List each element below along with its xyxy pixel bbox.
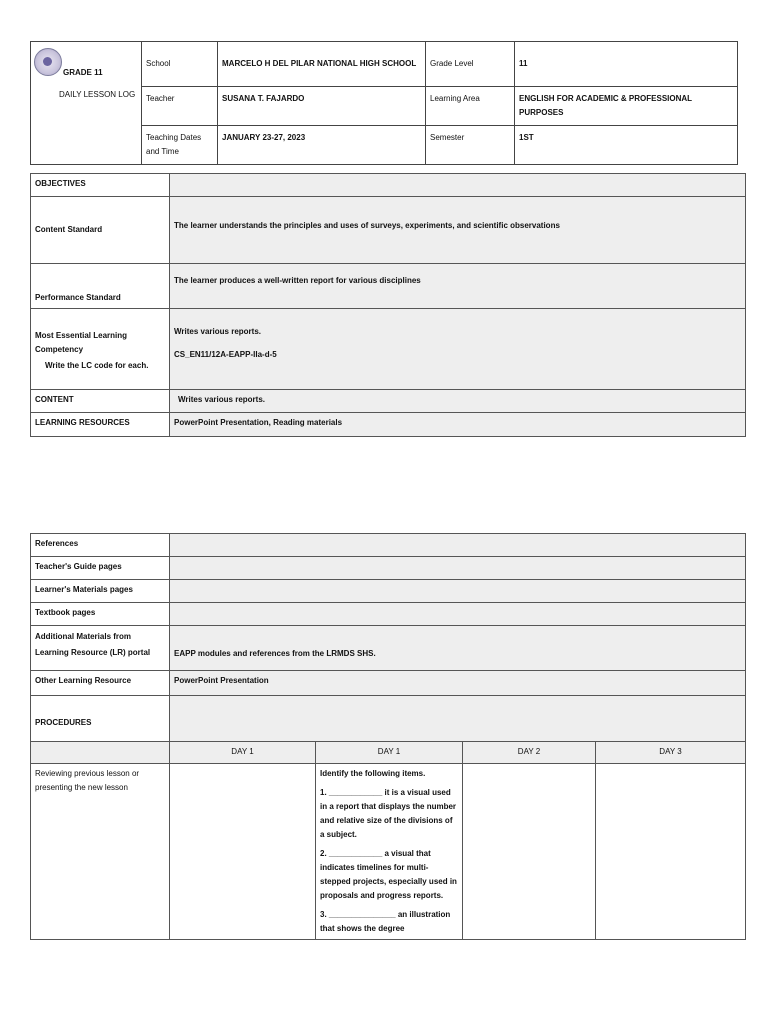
day-header-1: DAY 1	[170, 742, 316, 764]
grade-level-label: Grade Level	[426, 42, 515, 87]
objectives-heading-fill	[170, 174, 746, 197]
other-learning-resource-value: PowerPoint Presentation	[170, 671, 746, 696]
procedures-label: PROCEDURES	[31, 696, 170, 742]
learning-resources-value: PowerPoint Presentation, Reading materials	[170, 413, 746, 437]
additional-materials-label: Additional Materials from Learning Resource (LR) portal	[31, 626, 170, 671]
learners-materials-value	[170, 580, 746, 603]
content-label: CONTENT	[31, 390, 170, 413]
reviewing-previous-lesson-label: Reviewing previous lesson or presenting the new lesson	[31, 764, 170, 940]
daily-lesson-log-title: DAILY LESSON LOG	[59, 90, 136, 99]
day2-column	[463, 764, 596, 940]
activity-item: 1. ____________ it is a visual used in a report that displays the number and relative size of the divisions of a subject.	[320, 788, 457, 839]
additional-materials-value: EAPP modules and references from the LRMDS SHS.	[170, 626, 746, 671]
day-header-2: DAY 1	[316, 742, 463, 764]
teachers-guide-value	[170, 557, 746, 580]
melc-code: CS_EN11/12A-EAPP-IIa-d-5	[174, 350, 277, 359]
teaching-dates-label: Teaching Dates and Time	[142, 126, 218, 165]
teaching-dates-value: JANUARY 23-27, 2023	[218, 126, 426, 165]
melc-label-cell	[31, 309, 170, 390]
textbook-pages-value	[170, 603, 746, 626]
school-label: School	[142, 42, 218, 87]
references-label: References	[31, 534, 170, 557]
semester-label: Semester	[426, 126, 515, 165]
deped-seal-icon	[34, 48, 62, 76]
header-table	[30, 41, 738, 165]
melc-value: Writes various reports.	[174, 327, 261, 336]
melc-value-cell	[170, 309, 746, 390]
learners-materials-label: Learner's Materials pages	[31, 580, 170, 603]
day1-column-a	[170, 764, 316, 940]
teachers-guide-label: Teacher's Guide pages	[31, 557, 170, 580]
content-standard-value: The learner understands the principles and uses of surveys, experiments, and scientific observations	[170, 197, 746, 264]
melc-label: Most Essential Learning Competency	[35, 331, 128, 354]
day-header-3: DAY 2	[463, 742, 596, 764]
activity-item: 3. _______________ an illustration that shows the degree	[320, 910, 451, 933]
teacher-value: SUSANA T. FAJARDO	[218, 87, 426, 126]
learning-area-value: ENGLISH FOR ACADEMIC & PROFESSIONAL PURPOSES	[515, 87, 738, 126]
learning-resources-label: LEARNING RESOURCES	[31, 413, 170, 437]
day3-column	[596, 764, 746, 940]
learning-area-label: Learning Area	[426, 87, 515, 126]
content-standard-label: Content Standard	[31, 197, 170, 264]
references-table	[30, 533, 746, 940]
day-header-4: DAY 3	[596, 742, 746, 764]
performance-standard-value: The learner produces a well-written report for various disciplines	[170, 264, 746, 309]
grade-label: GRADE 11	[63, 68, 103, 77]
textbook-pages-label: Textbook pages	[31, 603, 170, 626]
other-learning-resource-label: Other Learning Resource	[31, 671, 170, 696]
references-value	[170, 534, 746, 557]
day1-activity-cell	[316, 764, 463, 940]
objectives-heading: OBJECTIVES	[31, 174, 170, 197]
objectives-table	[30, 173, 746, 437]
content-value: Writes various reports.	[170, 390, 746, 413]
school-logo-cell	[31, 42, 142, 165]
performance-standard-label: Performance Standard	[31, 264, 170, 309]
teacher-label: Teacher	[142, 87, 218, 126]
semester-value: 1ST	[515, 126, 738, 165]
activity-intro: Identify the following items.	[320, 769, 426, 778]
procedures-value	[170, 696, 746, 742]
grade-level-value: 11	[515, 42, 738, 87]
day-header-spacer	[31, 742, 170, 764]
melc-note: Write the LC code for each.	[45, 361, 149, 370]
activity-item: 2. ____________ a visual that indicates timelines for multi-stepped projects, especially used in proposals and progress reports.	[320, 849, 457, 900]
school-value: MARCELO H DEL PILAR NATIONAL HIGH SCHOOL	[218, 42, 426, 87]
